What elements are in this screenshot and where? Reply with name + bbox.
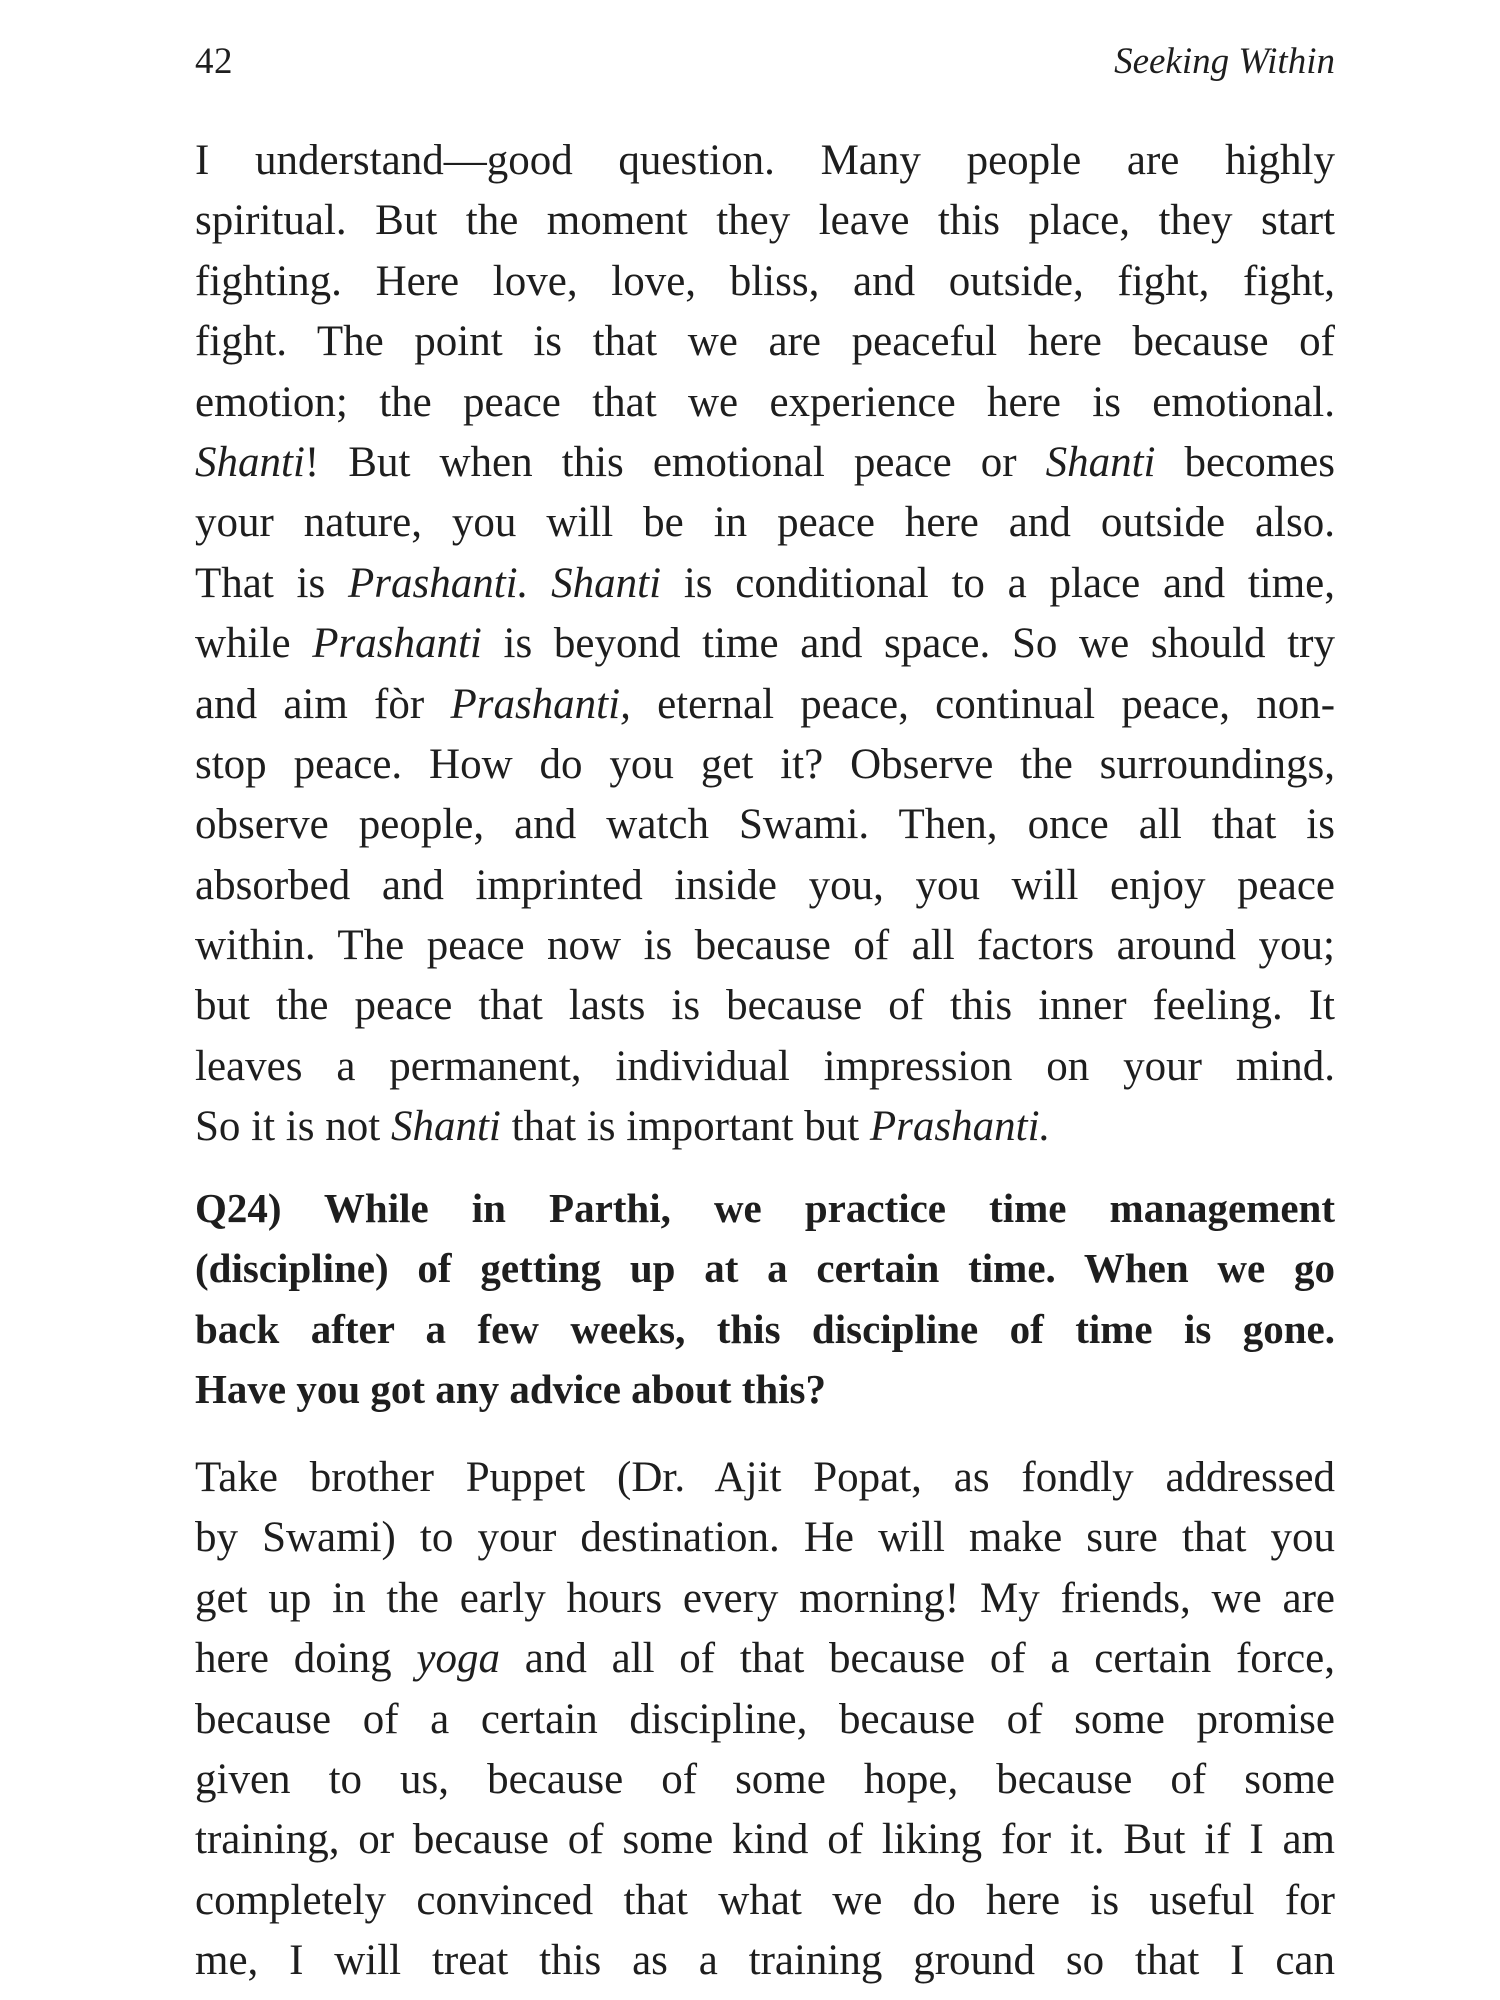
text-line: emotion; the peace that we experience here is emotional. — [195, 378, 1335, 426]
question-line: Q24) While in Parthi, we practice time management — [195, 1185, 1335, 1231]
text-line: completely convinced that what we do here is useful for — [195, 1876, 1335, 1924]
text-line: observe people, and watch Swami. Then, once all that is — [195, 801, 1335, 849]
text-line: get up in the early hours every morning! My friends, we are — [195, 1574, 1335, 1622]
text-line: Take brother Puppet (Dr. Ajit Popat, as fondly addressed — [195, 1454, 1335, 1501]
text-line: Shanti! But when this emotional peace or Shanti becomes — [195, 438, 1335, 486]
answer-paragraph-1 — [195, 131, 1335, 1158]
text-line: training, or because of some kind of liking for it. But if I am — [195, 1816, 1335, 1864]
text-line: while Prashanti is beyond time and space. So we should try — [195, 620, 1335, 668]
text-line: me, I will treat this as a training ground so that I can — [195, 1937, 1335, 1985]
text-line: given to us, because of some hope, because of some — [195, 1755, 1335, 1803]
text-line: fighting. Here love, love, bliss, and outside, fight, fight, — [195, 257, 1335, 305]
text-line: fight. The point is that we are peaceful here because of — [195, 318, 1335, 366]
question-line: back after a few weeks, this discipline of time is gone. — [195, 1305, 1335, 1352]
text-line: here doing yoga and all of that because of a certain force, — [195, 1635, 1336, 1683]
text-line: because of a certain discipline, because of some promise — [195, 1695, 1335, 1743]
text-line: So it is not Shanti that is important but Prashanti. — [195, 1103, 1051, 1151]
running-title: Seeking Within — [1114, 41, 1335, 82]
answer-paragraph-2 — [195, 1448, 1335, 1992]
text-line: and aim fòr Prashanti, eternal peace, continual peace, non- — [195, 680, 1336, 728]
text-line: That is Prashanti. Shanti is conditional to a place and time, — [195, 559, 1336, 607]
text-line: your nature, you will be in peace here and outside also. — [195, 499, 1335, 547]
page-header — [195, 40, 1335, 90]
text-line: but the peace that lasts is because of this inner feeling. It — [195, 982, 1335, 1030]
question-q24 — [195, 1178, 1335, 1420]
text-line: within. The peace now is because of all factors around you; — [195, 922, 1335, 970]
text-line: stop peace. How do you get it? Observe the surroundings, — [195, 740, 1335, 788]
text-line: absorbed and imprinted inside you, you will enjoy peace — [195, 861, 1335, 909]
page-number: 42 — [195, 41, 233, 82]
text-line: spiritual. But the moment they leave this place, they start — [195, 197, 1335, 245]
text-line: leaves a permanent, individual impression on your mind. — [195, 1042, 1335, 1090]
text-line: by Swami) to your destination. He will make sure that you — [195, 1514, 1335, 1562]
text-line: I understand—good question. Many people are highly — [195, 137, 1335, 184]
question-line: Have you got any advice about this? — [195, 1366, 826, 1413]
question-line: (discipline) of getting up at a certain time. When we go — [195, 1245, 1335, 1292]
